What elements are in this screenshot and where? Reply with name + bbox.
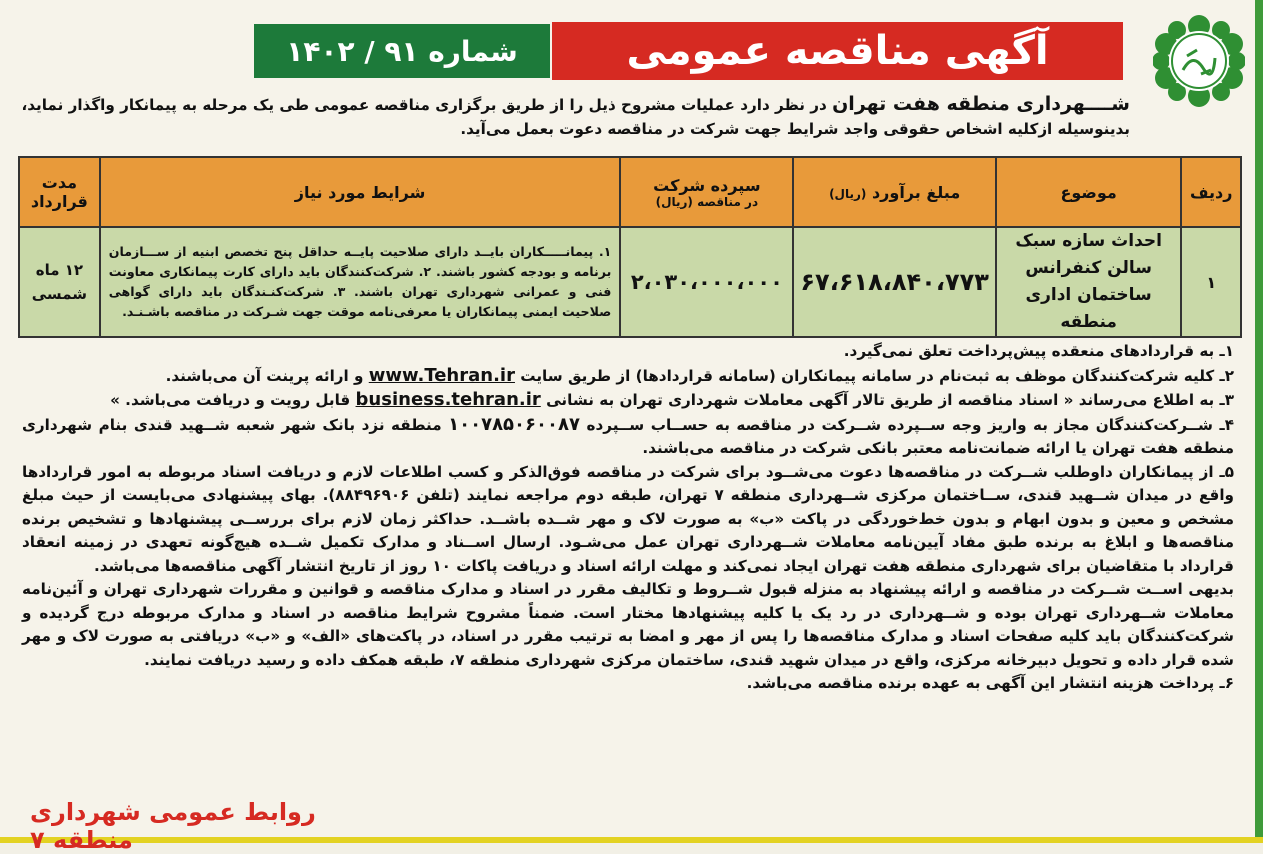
header-deposit [620, 157, 793, 227]
item-2-text-a: ۲ـ کلیه شرکت‌کنندگان موظف به ثبت‌نام در سامانه پیمانکاران (سامانه قراردادها) از طریق سایت [514, 366, 1234, 385]
header-row-number: ردیف [1181, 157, 1241, 227]
header-conditions: شرایط مورد نیاز [100, 157, 621, 227]
intro-text: در نظر دارد عملیات مشروح ذیل را از طریق برگزاری مناقصه عمومی طی یک مرحله به پیمانکار واگذار نماید، بدینوسیله ازکلیه اشخاص حقوقی واجد شرایط جهت شرکت در مناقصه دعوت بعمل می‌آید. [21, 96, 1130, 138]
header-estimate-unit: (ریال) [829, 186, 867, 201]
green-border [1255, 0, 1263, 843]
tehran-municipality-logo-icon [1153, 12, 1245, 110]
cell-duration: ۱۲ ماه شمسی [19, 227, 100, 337]
public-relations-signature: روابط عمومی شهرداری منطقه ۷ [30, 798, 316, 854]
header-subject: موضوع [996, 157, 1182, 227]
cell-deposit: ۲،۰۳۰،۰۰۰،۰۰۰ [620, 227, 793, 337]
header-deposit-label: سپرده شرکت [653, 175, 761, 195]
business-site-link[interactable]: business.tehran.ir [355, 389, 541, 410]
item-3-text-a: ۳ـ به اطلاع می‌رساند « اسناد مناقصه از طریق تالار آگهی معاملات شهرداری تهران به نشانی [540, 391, 1234, 409]
header-duration: مدت قرارداد [19, 157, 100, 227]
item-4-text-a: ۴ـ شــرکت‌کنندگان مجاز به واریز وجه ســپرده شــرکت در مناقصه به حســاب ســپرده [579, 415, 1234, 434]
header-deposit-sub: در مناقصه (ریال) [655, 194, 759, 209]
tender-table [18, 156, 1242, 338]
cell-estimate: ۶۷،۶۱۸،۸۴۰،۷۷۳ [793, 227, 995, 337]
item-1: ۱ـ به قراردادهای منعقده پیش‌پرداخت تعلق نمی‌گیرد. [843, 342, 1234, 360]
item-2-text-b: و ارائه پرینت آن می‌باشند. [165, 366, 369, 385]
cell-row-number: ۱ [1181, 227, 1241, 337]
organization-name: شــــهرداری منطقه هفت تهران [832, 93, 1130, 115]
item-4-text-b: منطقه نزد بانک شهر شعبه شــهید قندی بنام شهرداری منطقه هفت تهران یا ارائه ضمانت‌نامه معتبر بانکی شرکت در مناقصه می‌باشند. [22, 415, 1234, 457]
cell-subject: احداث سازه سبک سالن کنفرانس ساختمان اداری منطقه [996, 227, 1182, 337]
tehran-site-link[interactable]: www.Tehran.ir [368, 364, 515, 386]
header-estimate-label: مبلغ برآورد [871, 182, 961, 202]
item-2 [22, 364, 1234, 389]
notice-body [22, 340, 1234, 696]
table-header-row [19, 157, 1241, 227]
table-row [19, 227, 1241, 337]
item-6: ۶ـ پرداخت هزینه انتشار این آگهی به عهده برنده مناقصه می‌باشد. [746, 674, 1234, 692]
intro-paragraph [20, 92, 1130, 141]
general-note: بدیهی اســت شــرکت در مناقصه و ارائه پیشنهاد به منزله قبول شــروط و تکالیف مقرر در اسناد و مدارک مناقصه و قوانین و مقررات شهرداری تهران و آئین‌نامه معاملات شــهرداری تهران بوده و شــهرداری در رد یک یا کلیه پیشنهادها مختار است. ضمناً مشروح شرایط مناقصه در اسناد و مدارک مربوطه درج گردیده و شرکت‌کنندگان باید کلیه صفحات اسناد و مدارک مناقصه‌ها را پس از مهر و امضا به ترتیب مقرر در اسناد، در پاکت‌های «الف» و «ب» دریافتی به صورت لاک و مهر شده قرار داده و تحویل دبیرخانه مرکزی، واقع در میدان شهید قندی، ساختمان مرکزی شهرداری منطقه ۷، طبقه همکف داده و رسید دریافت نمایند. [22, 580, 1234, 669]
cell-conditions: ۱. پیمانـــــکاران بایــد دارای صلاحیت پایــه حداقل پنج تخصص ابنیه از ســـازمان برنامه و بودجه کشور باشند. ۲. شرکت‌کنندگان باید دارای کارت پیمانکاری معاونت فنی و عمرانی شهرداری تهران باشند. ۳. شرکت‌کنـندگان باید دارای گواهی صلاحیت ایمنی پیمانکاران یا معرفی‌نامه موقت جهت شـرکت در مناقصه باشـنـد. [100, 227, 621, 337]
yellow-border [0, 837, 1263, 843]
item-3-text-b: قابل رویت و دریافت می‌باشد. » [110, 391, 356, 409]
notice-number: شماره ۹۱ / ۱۴۰۲ [254, 24, 550, 78]
item-5: ۵ـ از پیمانکاران داوطلب شــرکت در مناقصه‌ها دعوت می‌شــود برای شرکت در مناقصه فوق‌الذکر و کسب اطلاعات لازم و دریافت اسناد مربوطه به امور قراردادها واقع در میدان شــهید قندی، ســاختمان مرکزی شــهرداری منطقه ۷ تهران، طبقه دوم مراجعه نمایند (تلفن ۸۸۴۹۶۹۰۶). بهای پیشنهادی می‌بایست از حیث مبلغ مشخص و معین و بدون ابهام و بدون خط‌خوردگی در پاکت «ب» به صورت لاک و مهر شــده باشــد. حداکثر زمان لازم برای بررســی پیشنهادها و تشخیص برنده مناقصه‌ها و ابلاغ به برنده طبق مفاد آیین‌نامه معاملات شــهرداری تهران عمل می‌شـود. ارسال اســناد و مدارک تکمیل شــده هیچ‌گونه تعهدی در زمینه انعقاد قرارداد با متقاضیان برای شهرداری منطقه هفت تهران ایجاد نمی‌کند و مهلت ارائه اسناد و دریافت پاکات ۱۰ روز از تاریخ انتشار آگهی مناقصه‌ها می‌باشد. [22, 462, 1234, 575]
item-3 [22, 388, 1234, 413]
notice-title: آگهی مناقصه عمومی [552, 22, 1123, 80]
item-4 [22, 413, 1234, 461]
header-estimate [793, 157, 995, 227]
deposit-account-number: ۱۰۰۷۸۵۰۶۰۰۸۷ [448, 413, 580, 435]
